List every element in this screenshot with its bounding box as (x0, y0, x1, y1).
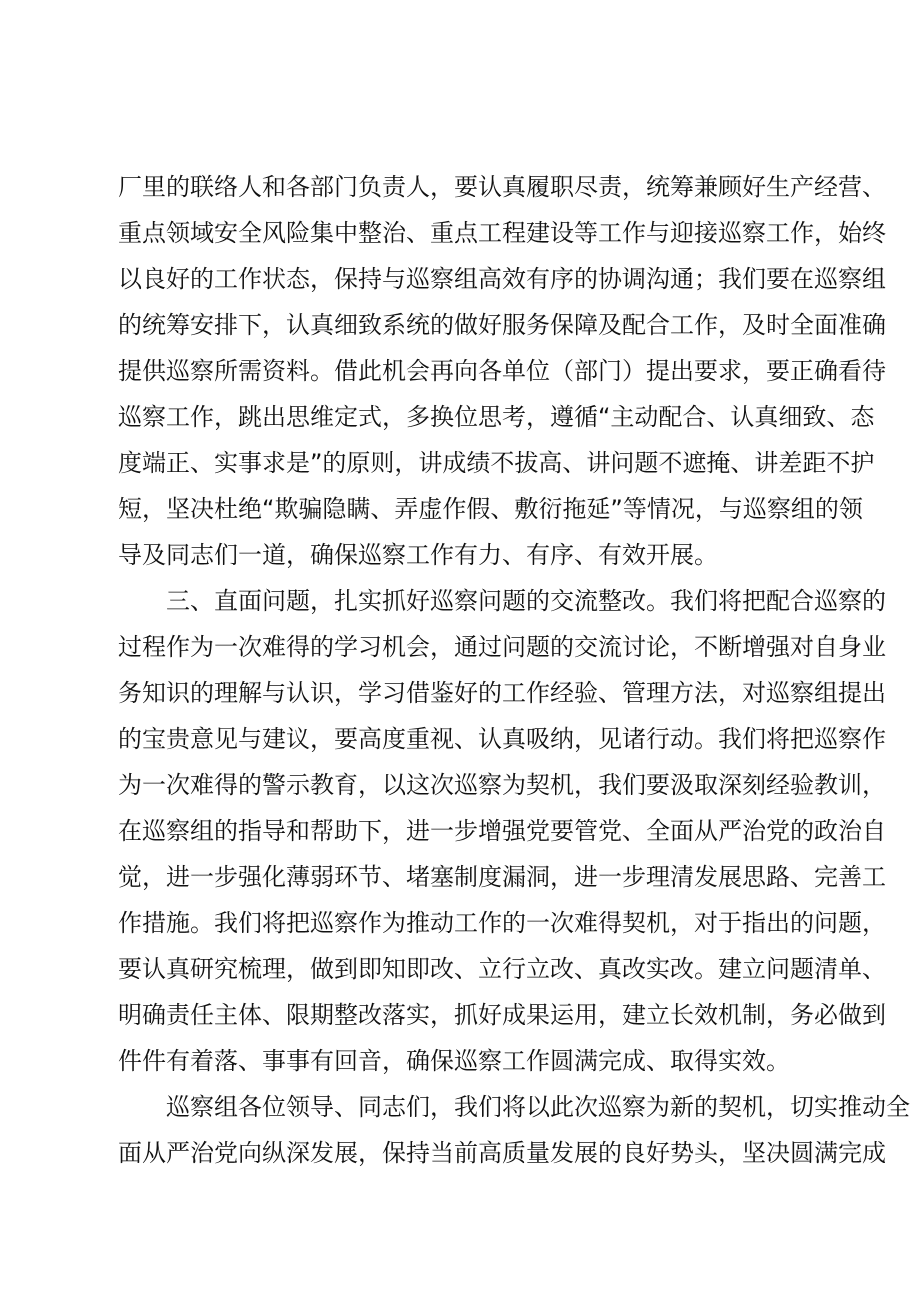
text-line: 作措施。我们将把巡察作为推动工作的一次难得契机，对于指出的问题， (118, 909, 886, 937)
text-line: 重点领域安全风险集中整治、重点工程建设等工作与迎接巡察工作，始终 (118, 219, 886, 247)
text-line: 以良好的工作状态，保持与巡察组高效有序的协调沟通；我们要在巡察组 (118, 265, 886, 293)
text-line: 三、直面问题，扎实抓好巡察问题的交流整改。我们将把配合巡察的 (166, 587, 886, 615)
text-line: 觉，进一步强化薄弱环节、堵塞制度漏洞，进一步理清发展思路、完善工 (118, 863, 886, 891)
text-line: 件件有着落、事事有回音，确保巡察工作圆满完成、取得实效。 (118, 1047, 790, 1075)
paragraph-2 (118, 578, 886, 1084)
text-line: 巡察组各位领导、同志们，我们将以此次巡察为新的契机，切实推动全 (166, 1093, 910, 1121)
paragraph-1 (118, 164, 886, 578)
text-line: 的宝贵意见与建议，要高度重视、认真吸纳，见诸行动。我们将把巡察作 (118, 725, 886, 753)
text-line: 要认真研究梳理，做到即知即改、立行立改、真改实改。建立问题清单、 (118, 955, 886, 983)
text-line: 明确责任主体、限期整改落实，抓好成果运用，建立长效机制，务必做到 (118, 1001, 886, 1029)
text-line: 为一次难得的警示教育，以这次巡察为契机，我们要汲取深刻经验教训， (118, 771, 886, 799)
text-line: 务知识的理解与认识，学习借鉴好的工作经验、管理方法，对巡察组提出 (118, 679, 886, 707)
text-line: 提供巡察所需资料。借此机会再向各单位（部门）提出要求，要正确看待 (118, 357, 886, 385)
text-line: 在巡察组的指导和帮助下，进一步增强党要管党、全面从严治党的政治自 (118, 817, 886, 845)
text-line: 过程作为一次难得的学习机会，通过问题的交流讨论，不断增强对自身业 (118, 633, 886, 661)
document-body (118, 164, 910, 1176)
text-line: 面从严治党向纵深发展，保持当前高质量发展的良好势头，坚决圆满完成 (118, 1139, 886, 1167)
text-line: 导及同志们一道，确保巡察工作有力、有序、有效开展。 (118, 541, 718, 569)
text-line: 巡察工作，跳出思维定式，多换位思考，遵循“主动配合、认真细致、态 (118, 403, 875, 431)
text-line: 的统筹安排下，认真细致系统的做好服务保障及配合工作，及时全面准确 (118, 311, 886, 339)
paragraph-3 (118, 1084, 910, 1176)
text-line: 短，坚决杜绝“欺骗隐瞒、弄虚作假、敷衍拖延”等情况，与巡察组的领 (118, 495, 863, 523)
text-line: 度端正、实事求是”的原则，讲成绩不拔高、讲问题不遮掩、讲差距不护 (118, 449, 875, 477)
text-line: 厂里的联络人和各部门负责人，要认真履职尽责，统筹兼顾好生产经营、 (118, 173, 886, 201)
